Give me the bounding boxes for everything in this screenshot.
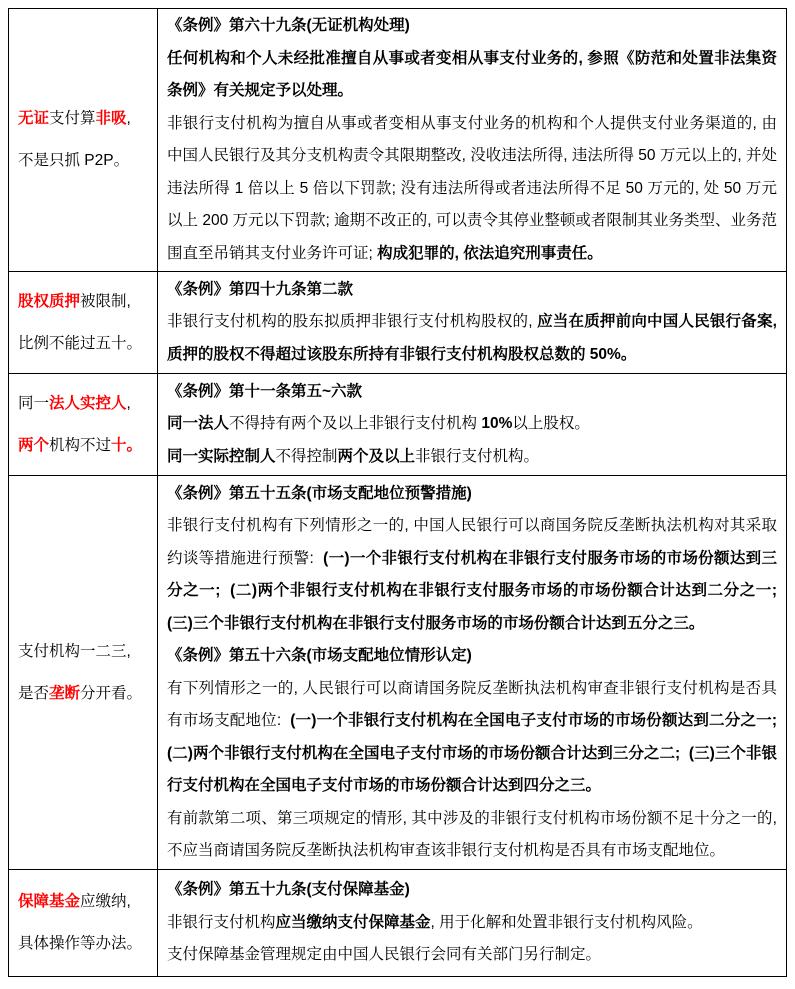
text-segment: 有前款第二项、第三项规定的情形, 其中涉及的非银行支付机构市场份额不足十分之一的, 不应当商请国务院反垄断执法机构审查该非银行支付机构是否具有市场支配地位。 [167, 809, 782, 859]
table-row [9, 9, 787, 272]
mnemonic-line [18, 383, 152, 425]
regulation-title [167, 274, 777, 307]
mnemonic-line [18, 323, 152, 365]
document-table-body [9, 9, 787, 977]
text-segment: 同一法人 [167, 415, 230, 433]
mnemonic-cell [9, 374, 158, 476]
text-segment: 任何机构和个人未经批准擅自从事或者变相从事支付业务的, 参照《防范和处置非法集资条例》有关规定予以处理。 [167, 49, 777, 99]
text-segment: 比例不能过五十。 [18, 334, 143, 352]
text-segment: 同一 [18, 394, 50, 412]
text-segment: 具体操作等办法。 [18, 935, 143, 952]
text-segment: 垄断 [49, 684, 81, 702]
mnemonic-cell [9, 476, 158, 870]
text-segment: 非银行支付机构为擅自从事或者变相从事支付业务的机构和个人提供支付业务渠道的, 由中国人民银行及其分支机构责令其限期整改, 没收违法所得, 违法所得 50 万元以上的, 并处违法所得 1 倍以上 5 倍以下罚款; 没有违法所得或者违法所得不足 50 万元的, 处 50 万元以上 200 万元以下罚款; 逾期不改正的, 可以责令其停业整顿或者限制其业务类型、业务范围直至吊销其支付业务许可证; [167, 114, 777, 262]
mnemonic-line [18, 673, 152, 715]
text-segment: 有下列情形之一的, 人民银行可以商请国务院反垄断执法机构审查非银行支付机构是否具有市场支配地位: [167, 679, 777, 729]
text-segment: 《条例》第五十六条(市场支配地位情形认定) [167, 647, 472, 664]
text-segment: 10% [481, 415, 513, 433]
regulation-paragraph [167, 510, 782, 640]
text-segment: 《条例》第五十九条(支付保障基金) [167, 881, 410, 899]
mnemonic-line [18, 98, 152, 140]
text-segment: 分开看。 [80, 684, 143, 702]
text-segment: 非银行支付机构的股东拟质押非银行支付机构股权的, [167, 313, 538, 331]
regulation-paragraph [167, 803, 782, 868]
text-segment: 《条例》第十一条第五~六款 [167, 382, 363, 400]
text-segment: 股权质押 [18, 292, 81, 310]
text-segment: , 用于化解和处置非银行支付机构风险。 [430, 913, 703, 931]
regulation-cell [158, 476, 787, 870]
text-segment: , [126, 110, 131, 127]
document-table [8, 8, 787, 977]
text-segment: (一)一个非银行支付机构在全国电子支付市场的市场份额达到二分之一; (二)两个非银行支付机构在全国电子支付市场的市场份额合计达到三分之二; (三)三个非银行支付机构在全国电子支付市场的市场份额合计达到四分之三。 [167, 712, 782, 794]
text-segment: 十。 [111, 436, 143, 454]
text-segment: 两个 [18, 436, 50, 454]
text-segment: 应当缴纳支付保障基金 [275, 913, 431, 931]
text-segment: 同一实际控制人 [167, 447, 276, 465]
table-row [9, 476, 787, 870]
regulation-paragraph [167, 939, 777, 972]
table-row [9, 870, 787, 977]
regulation-cell [158, 9, 787, 272]
regulation-cell [158, 870, 787, 977]
mnemonic-line [18, 923, 152, 965]
regulation-title [167, 874, 777, 907]
mnemonic-cell [9, 272, 158, 374]
text-segment: 是否 [18, 684, 50, 702]
table-row [9, 272, 787, 374]
regulation-paragraph [167, 43, 777, 108]
text-segment: 无证 [18, 110, 50, 127]
regulation-title [167, 376, 777, 409]
text-segment: 《条例》第四十九条第二款 [167, 280, 354, 298]
text-segment: 不得持有两个及以上非银行支付机构 [229, 415, 482, 433]
text-segment: 支付算 [49, 110, 96, 127]
text-segment: 被限制, [80, 292, 131, 310]
text-segment: 非银行支付机构。 [415, 447, 540, 465]
text-segment: 应当在质押前向中国人民银行备案, 质押的股权不得超过该股东所持有非银行支付机构股权总数的 50%。 [167, 313, 782, 363]
regulation-paragraph [167, 408, 777, 441]
regulation-cell [158, 272, 787, 374]
regulation-title [167, 640, 777, 673]
regulation-paragraph [167, 108, 777, 271]
text-segment: 保障基金 [18, 893, 81, 910]
text-segment: 机构不过 [49, 436, 112, 454]
text-segment: 非吸 [95, 110, 127, 127]
text-segment: 非银行支付机构 [167, 913, 276, 931]
mnemonic-line [18, 140, 152, 182]
text-segment: 法人实控人 [49, 394, 127, 412]
text-segment: 非银行支付机构有下列情形之一的, 中国人民银行可以商国务院反垄断执法机构对其采取约谈等措施进行预警: [167, 517, 777, 567]
regulation-cell [158, 374, 787, 476]
mnemonic-line [18, 881, 152, 923]
text-segment: 两个及以上 [337, 447, 416, 465]
text-segment: 支付保障基金管理规定由中国人民银行会同有关部门另行制定。 [167, 946, 602, 964]
text-segment: 支付机构一二三, [18, 642, 131, 660]
regulation-paragraph [167, 306, 782, 371]
mnemonic-line [18, 281, 152, 323]
text-segment: 构成犯罪的, 依法追究刑事责任。 [377, 244, 603, 262]
regulation-paragraph [167, 441, 777, 474]
regulation-paragraph [167, 907, 777, 940]
mnemonic-line [18, 425, 152, 467]
regulation-title [167, 10, 777, 43]
text-segment: 应缴纳, [80, 893, 131, 910]
text-segment: , [126, 394, 131, 412]
text-segment: 《条例》第五十五条(市场支配地位预警措施) [167, 484, 472, 502]
regulation-paragraph [167, 673, 782, 803]
mnemonic-cell [9, 9, 158, 272]
text-segment: 以上股权。 [512, 415, 590, 433]
regulation-title [167, 478, 777, 511]
text-segment: (一)一个非银行支付机构在非银行支付服务市场的市场份额达到三分之一; (二)两个非银行支付机构在非银行支付服务市场的市场份额合计达到二分之一; (三)三个非银行支付机构在非银行支付服务市场的市场份额合计达到五分之三。 [167, 549, 782, 632]
text-segment: 不得控制 [275, 447, 338, 465]
text-segment: 《条例》第六十九条(无证机构处理) [167, 17, 410, 34]
mnemonic-line [18, 631, 152, 673]
table-row [9, 374, 787, 476]
mnemonic-cell [9, 870, 158, 977]
text-segment: 不是只抓 P2P。 [18, 152, 130, 169]
